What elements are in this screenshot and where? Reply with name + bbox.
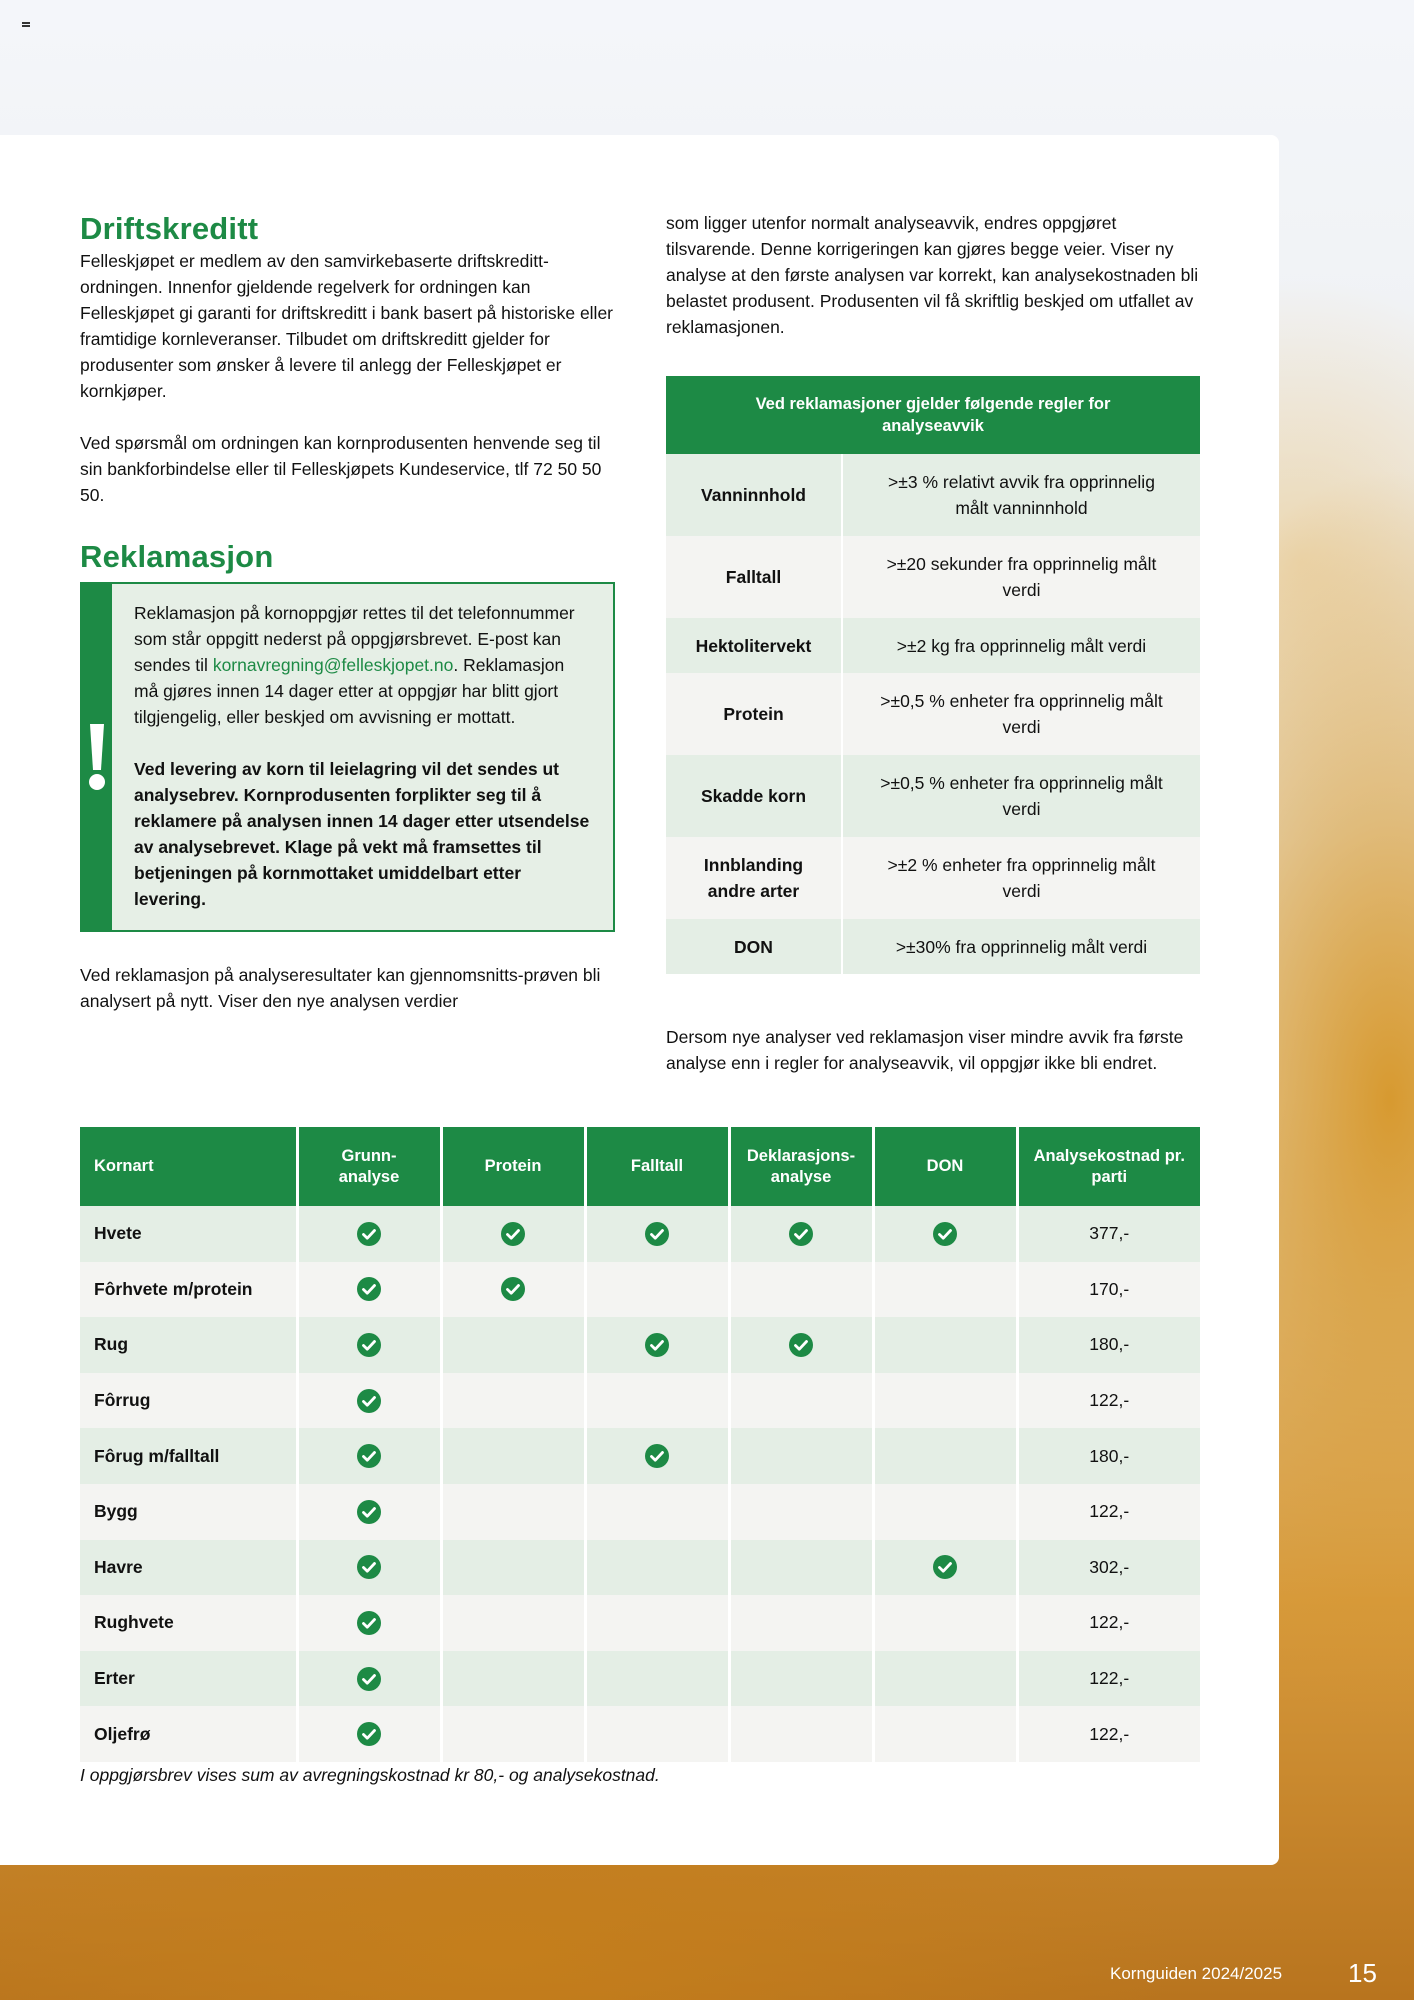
kornart-name: Rug (80, 1317, 297, 1373)
check-circle-icon (357, 1722, 381, 1746)
analysis-cell (297, 1540, 441, 1596)
analyseavvik-row (666, 673, 1200, 755)
cost-column-header: Protein (441, 1127, 585, 1206)
analysis-cell (729, 1262, 873, 1318)
check-circle-icon (357, 1667, 381, 1691)
cost-row (80, 1540, 1200, 1596)
analysis-cell (441, 1317, 585, 1373)
analysis-cost: 122,- (1017, 1595, 1200, 1651)
exclamation-icon (82, 722, 112, 792)
driftskreditt-paragraph-1: Felleskjøpet er medlem av den samvirkebaserte driftskreditt-ordningen. Innenfor gjeldende regelverk for ordningen kan Felleskjøpet gi garanti for driftskreditt i bank basert på historiske eller framtidige kornleveranser. Tilbudet om driftskreditt gjelder for produsenter som ønsker å levere til anlegg der Felleskjøpet er kornkjøper. (80, 251, 614, 401)
check-circle-icon (357, 1333, 381, 1357)
analysis-cell (441, 1484, 585, 1540)
analysis-cost: 122,- (1017, 1373, 1200, 1429)
kornart-name: Oljefrø (80, 1706, 297, 1762)
cost-row (80, 1706, 1200, 1762)
analysis-cell (729, 1706, 873, 1762)
check-circle-icon (357, 1222, 381, 1246)
analyseavvik-row (666, 919, 1200, 974)
analysis-cell (585, 1373, 729, 1429)
analysis-cell (585, 1651, 729, 1707)
analysis-cell (729, 1540, 873, 1596)
cost-column-header: Falltall (585, 1127, 729, 1206)
cost-row (80, 1206, 1200, 1262)
analysis-cell (297, 1706, 441, 1762)
left-column (80, 210, 615, 1014)
check-circle-icon (357, 1500, 381, 1524)
analysis-cell (873, 1373, 1017, 1429)
kornart-name: Bygg (80, 1484, 297, 1540)
analysis-cell (297, 1595, 441, 1651)
page-number: 15 (1348, 1958, 1377, 1988)
cost-column-header: Kornart (80, 1127, 297, 1206)
notice-bar (82, 584, 112, 930)
check-circle-icon (933, 1222, 957, 1246)
analyseavvik-value: >±2 kg fra opprinnelig målt verdi (842, 618, 1200, 673)
corner-mark-icon (22, 22, 30, 28)
analyseavvik-value: >±0,5 % enheter fra opprinnelig målt verdi (842, 673, 1200, 755)
analysis-cell (585, 1540, 729, 1596)
check-circle-icon (357, 1611, 381, 1635)
analysis-cell (441, 1206, 585, 1262)
check-circle-icon (789, 1333, 813, 1357)
analysis-cost: 122,- (1017, 1706, 1200, 1762)
cost-footnote: I oppgjørsbrev vises sum av avregningskostnad kr 80,- og analysekostnad. (80, 1765, 660, 1785)
analysis-cell (297, 1262, 441, 1318)
analysis-cell (873, 1706, 1017, 1762)
check-circle-icon (357, 1277, 381, 1301)
cost-row (80, 1373, 1200, 1429)
analysis-cell (585, 1262, 729, 1318)
kornart-name: Havre (80, 1540, 297, 1596)
analysis-cell (873, 1595, 1017, 1651)
driftskreditt-paragraph-2: Ved spørsmål om ordningen kan kornprodusenten henvende seg til sin bankforbindelse eller til Felleskjøpets Kundeservice, tlf 72 50 50 50. (80, 433, 602, 505)
analyseavvik-after-text: Dersom nye analyser ved reklamasjon viser mindre avvik fra første analyse enn i regler for analyseavvik, vil oppgjør ikke bli endret. (666, 1027, 1184, 1073)
cost-row (80, 1595, 1200, 1651)
analysis-cell (873, 1428, 1017, 1484)
cost-column-header: Grunn-analyse (297, 1127, 441, 1206)
analyseavvik-table (666, 376, 1200, 974)
analysis-cost: 180,- (1017, 1428, 1200, 1484)
analysis-cost: 122,- (1017, 1484, 1200, 1540)
publication-title: Kornguiden 2024/2025 (1110, 1964, 1283, 1983)
check-circle-icon (789, 1222, 813, 1246)
analysis-cost: 122,- (1017, 1651, 1200, 1707)
check-circle-icon (357, 1555, 381, 1579)
analysis-cost: 170,- (1017, 1262, 1200, 1318)
analysis-cell (873, 1317, 1017, 1373)
analysis-cell (873, 1484, 1017, 1540)
analysis-cell (729, 1651, 873, 1707)
analyseavvik-value: >±2 % enheter fra opprinnelig målt verdi (842, 837, 1200, 919)
analysis-cell (297, 1206, 441, 1262)
check-circle-icon (645, 1444, 669, 1468)
analysis-cell (585, 1317, 729, 1373)
analyseavvik-value: >±30% fra opprinnelig målt verdi (842, 919, 1200, 974)
reklamasjon-paragraph-right: som ligger utenfor normalt analyseavvik, endres oppgjøret tilsvarende. Denne korrigeringen kan gjøres begge veier. Viser ny analyse at den første analysen var korrekt, kan analysekostnaden bli belastet produsent. Produsenten vil få skriftlig beskjed om utfallet av reklamasjonen. (666, 213, 1199, 337)
analysis-cell (441, 1262, 585, 1318)
kornart-name: Fôrrug (80, 1373, 297, 1429)
notice-bold-text: Ved levering av korn til leielagring vil det sendes ut analysebrev. Kornprodusenten forplikter seg til å reklamere på analysen innen 14 dager etter utsendelse av analysebrevet. Klage på vekt må framsettes til betjeningen på kornmottaket umiddelbart etter levering. (134, 759, 590, 909)
analysis-cell (441, 1651, 585, 1707)
analysis-cell (585, 1706, 729, 1762)
analyseavvik-row (666, 536, 1200, 618)
analysis-cell (585, 1428, 729, 1484)
analysekostnad-table (80, 1127, 1200, 1762)
cost-row (80, 1317, 1200, 1373)
analysis-cell (297, 1428, 441, 1484)
cost-column-header: DON (873, 1127, 1017, 1206)
analyseavvik-row (666, 755, 1200, 837)
kornart-name: Hvete (80, 1206, 297, 1262)
reklamasjon-notice-box (80, 582, 615, 932)
check-circle-icon (357, 1444, 381, 1468)
analysis-cell (729, 1206, 873, 1262)
cost-row (80, 1428, 1200, 1484)
analyseavvik-value: >±3 % relativt avvik fra opprinnelig målt vanninnhold (842, 454, 1200, 536)
kornart-name: Erter (80, 1651, 297, 1707)
analysis-cell (729, 1595, 873, 1651)
analysis-cell (297, 1373, 441, 1429)
driftskreditt-heading: Driftskreditt (80, 211, 259, 246)
analysis-cost: 180,- (1017, 1317, 1200, 1373)
check-circle-icon (357, 1389, 381, 1413)
notice-text-before-link: Reklamasjon på kornoppgjør rettes til det telefonnummer som står oppgitt nederst på oppgjørsbrevet. E-post kan sendes til (134, 603, 575, 675)
cost-row (80, 1262, 1200, 1318)
check-circle-icon (501, 1277, 525, 1301)
right-column (666, 210, 1200, 1076)
analysis-cell (585, 1206, 729, 1262)
analyseavvik-value: >±20 sekunder fra opprinnelig målt verdi (842, 536, 1200, 618)
reklamasjon-paragraph-left: Ved reklamasjon på analyseresultater kan gjennomsnitts-prøven bli analysert på nytt. Viser den nye analysen verdier (80, 965, 601, 1011)
analysis-cell (297, 1317, 441, 1373)
analysis-cell (297, 1484, 441, 1540)
analysis-cost: 377,- (1017, 1206, 1200, 1262)
analyseavvik-key: Hektolitervekt (666, 618, 842, 673)
kornart-name: Fôrhvete m/protein (80, 1262, 297, 1318)
kornart-name: Fôrug m/falltall (80, 1428, 297, 1484)
analysis-cell (441, 1428, 585, 1484)
check-circle-icon (645, 1333, 669, 1357)
analyseavvik-key: DON (666, 919, 842, 974)
check-circle-icon (933, 1555, 957, 1579)
check-circle-icon (501, 1222, 525, 1246)
analysis-cell (441, 1373, 585, 1429)
analysis-cost: 302,- (1017, 1540, 1200, 1596)
analyseavvik-row (666, 454, 1200, 536)
analysis-cell (729, 1373, 873, 1429)
cost-row (80, 1484, 1200, 1540)
notice-content (112, 584, 613, 930)
analysis-cell (873, 1651, 1017, 1707)
check-circle-icon (645, 1222, 669, 1246)
analysis-cell (585, 1595, 729, 1651)
analysis-cell (585, 1484, 729, 1540)
email-link[interactable]: kornavregning@felleskjopet.no (212, 655, 454, 675)
analysis-cell (729, 1317, 873, 1373)
cost-column-header: Deklarasjons-analyse (729, 1127, 873, 1206)
analysis-cell (441, 1540, 585, 1596)
analyseavvik-row (666, 837, 1200, 919)
analyseavvik-table-header: Ved reklamasjoner gjelder følgende regler for analyseavvik (666, 376, 1200, 454)
analyseavvik-key: Protein (666, 673, 842, 755)
analyseavvik-key: Skadde korn (666, 755, 842, 837)
analysis-cell (729, 1484, 873, 1540)
cost-row (80, 1651, 1200, 1707)
analyseavvik-key: Innblanding andre arter (666, 837, 842, 919)
analyseavvik-row (666, 618, 1200, 673)
analysis-cell (297, 1651, 441, 1707)
analyseavvik-key: Vanninnhold (666, 454, 842, 536)
analysis-cell (441, 1706, 585, 1762)
analyseavvik-key: Falltall (666, 536, 842, 618)
analysis-cell (873, 1262, 1017, 1318)
analysis-cell (729, 1428, 873, 1484)
kornart-name: Rughvete (80, 1595, 297, 1651)
analysis-cell (873, 1540, 1017, 1596)
cost-column-header: Analysekostnad pr. parti (1017, 1127, 1200, 1206)
analyseavvik-value: >±0,5 % enheter fra opprinnelig målt verdi (842, 755, 1200, 837)
reklamasjon-heading: Reklamasjon (80, 539, 274, 574)
analysis-cell (873, 1206, 1017, 1262)
analysis-cell (441, 1595, 585, 1651)
notice-text-after-link: . Reklamasjon må gjøres innen 14 dager etter at oppgjør har blitt gjort tilgjengelig, eller beskjed om avvisning er mottatt. (134, 655, 565, 727)
